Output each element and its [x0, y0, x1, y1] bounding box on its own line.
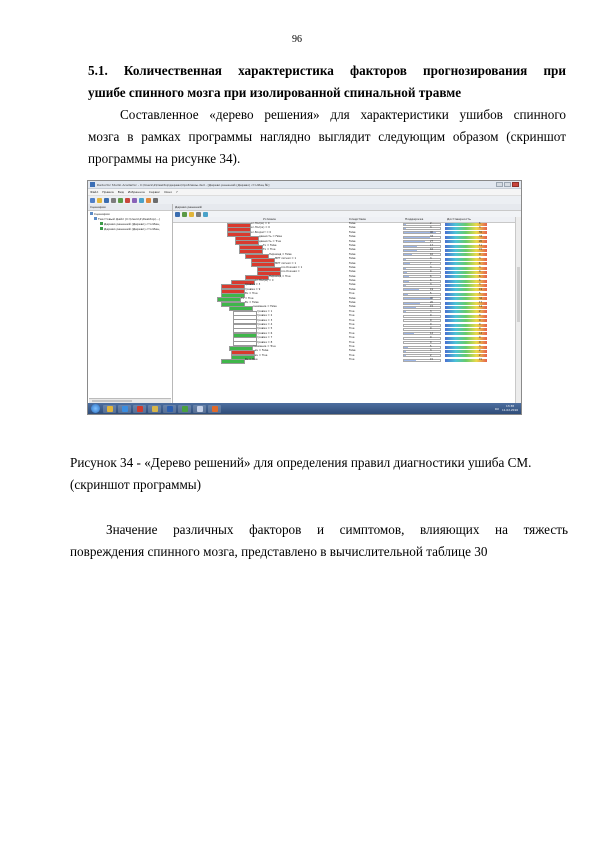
- node-prediction: False: [349, 243, 356, 247]
- menu-file: Файл: [90, 190, 99, 194]
- taskbar-app: [148, 405, 161, 413]
- program-screenshot: [87, 180, 522, 415]
- node-prediction: False: [349, 257, 356, 261]
- support-value: 19: [430, 287, 434, 291]
- node-condition: Тк = False: [263, 243, 277, 247]
- node-condition: МРТ сигнал = 1: [275, 257, 297, 261]
- node-condition: травма = 9: [245, 287, 261, 291]
- section-heading-line-1: 5.1. Количественная характеристика факторов прогнозирования при: [88, 63, 566, 78]
- support-value: 5: [430, 344, 432, 348]
- node-prediction: False: [349, 226, 356, 230]
- support-fill: [404, 360, 416, 361]
- support-value: 2: [430, 222, 432, 225]
- support-value: 7: [430, 261, 432, 265]
- confidence-value: 6: [479, 261, 481, 265]
- scenario-item: Дерево решений (Дерево) столбец: [88, 221, 172, 226]
- confidence-value: 6: [479, 274, 481, 278]
- support-fill: [404, 246, 417, 247]
- confidence-value: 6: [479, 279, 481, 283]
- maximize-icon: [504, 182, 511, 187]
- support-fill: [404, 303, 420, 304]
- column-predict: Следствие: [349, 217, 366, 221]
- support-bar: [403, 359, 441, 362]
- confidence-value: 3: [479, 344, 481, 348]
- support-fill: [404, 241, 425, 242]
- confidence-value: 4: [479, 270, 481, 274]
- support-fill: [404, 237, 430, 238]
- confidence-value: 3: [479, 283, 481, 287]
- support-fill: [404, 250, 417, 251]
- node-condition: соз.Кожная =: [281, 270, 300, 274]
- support-bar: [403, 302, 441, 305]
- node-prediction: True: [349, 292, 355, 296]
- confidence-value: 0: [479, 327, 481, 331]
- support-bar: [403, 306, 441, 309]
- support-value: 3: [430, 349, 432, 353]
- node-prediction: True: [349, 331, 355, 335]
- support-bar: [403, 258, 441, 261]
- chart-icon: [146, 198, 151, 203]
- sort-icon: [196, 212, 201, 217]
- support-bar: [403, 253, 441, 256]
- support-value: 3: [430, 226, 432, 230]
- node-condition: травма = 1: [257, 309, 273, 313]
- menu-favorites: Избранное: [127, 190, 145, 194]
- node-prediction: False: [349, 283, 356, 287]
- node-prediction: False: [349, 301, 356, 305]
- intro-paragraph-line-1: Составленное «дерево решения» для характеристики ушибов спинного: [120, 107, 566, 122]
- support-fill: [404, 333, 414, 334]
- node-condition: кс.Возраст = 0: [251, 230, 272, 234]
- closing-paragraph-line-2: повреждения спинного мозга, представлено в вычислительной таблице 30: [70, 544, 488, 559]
- support-bar: [403, 332, 441, 335]
- confidence-value: 19: [479, 287, 483, 291]
- node-condition: онемение = True: [253, 344, 276, 348]
- support-fill: [404, 281, 409, 282]
- confidence-value: 3: [479, 257, 481, 261]
- confidence-value: 0: [479, 314, 481, 318]
- tree-rows: [173, 222, 515, 363]
- decision-tree-pane-title: Дерево решений: [173, 204, 521, 211]
- text-file-icon: [94, 217, 97, 220]
- open-icon: [97, 198, 102, 203]
- confidence-value: 6: [479, 222, 481, 225]
- deductor-icon: [197, 406, 203, 412]
- support-bar: [403, 262, 441, 265]
- node-prediction: False: [349, 222, 356, 225]
- figure-caption-line-2: (скриншот программы): [70, 477, 202, 492]
- support-bar: [403, 297, 441, 300]
- run-icon: [118, 198, 123, 203]
- node-prediction: True: [349, 314, 355, 318]
- support-bar: [403, 267, 441, 270]
- node-condition: Вч = True: [245, 292, 258, 296]
- support-value: 15: [430, 305, 434, 309]
- confidence-value: 20: [479, 239, 483, 243]
- node-prediction: False: [349, 248, 356, 252]
- support-bar: [403, 231, 441, 234]
- scenarios-pane: [88, 204, 173, 403]
- node-prediction: True: [349, 309, 355, 313]
- node-prediction: False: [349, 296, 356, 300]
- support-bar: [403, 245, 441, 248]
- expand-icon: [182, 212, 187, 217]
- system-tray: [495, 405, 521, 412]
- node-prediction: False: [349, 252, 356, 256]
- decision-tree-pane: [173, 204, 521, 403]
- node-condition: травма = 4: [257, 322, 273, 326]
- support-fill: [404, 347, 408, 348]
- support-bar: [403, 271, 441, 274]
- support-value: 33: [430, 235, 434, 239]
- confidence-value: 3: [479, 226, 481, 230]
- confidence-value: 11: [479, 243, 483, 247]
- settings-icon: [153, 198, 158, 203]
- tree-icon: [100, 227, 103, 230]
- support-fill: [404, 228, 406, 229]
- menu-service: Сервис: [148, 190, 161, 194]
- support-value: 3: [430, 309, 432, 313]
- node-condition: давность = True: [259, 239, 281, 243]
- confidence-value: 2: [479, 349, 481, 353]
- support-bar: [403, 236, 441, 239]
- taskbar-app: [193, 405, 206, 413]
- intro-paragraph-line-2: мозга в рамках программы наглядно выглядит следующим образом (скриншот: [88, 129, 566, 144]
- menu-help: ?: [176, 190, 178, 194]
- language-indicator: RU: [494, 406, 499, 411]
- support-value: 0: [430, 336, 432, 340]
- folder-icon: [152, 406, 158, 412]
- support-fill: [404, 311, 406, 312]
- new-icon: [90, 198, 95, 203]
- support-value: 17: [430, 243, 434, 247]
- app-icon: [90, 182, 95, 187]
- support-fill: [404, 307, 416, 308]
- explorer-icon: [107, 406, 113, 412]
- workspace: [88, 204, 521, 403]
- confidence-value: 12: [479, 331, 483, 335]
- support-bar: [403, 223, 441, 226]
- node-condition: травма = 8: [257, 340, 273, 344]
- node-condition: вч = False: [255, 349, 269, 353]
- node-condition: Тк = True: [241, 296, 254, 300]
- menu-edit: Правка: [102, 190, 114, 194]
- windows-taskbar: [88, 403, 521, 414]
- menu-window: Окно: [164, 190, 173, 194]
- support-bar: [403, 249, 441, 252]
- figure-caption: [70, 452, 570, 496]
- support-fill: [404, 289, 419, 290]
- node-condition: соз.Кожная = 1: [281, 265, 303, 269]
- excel-icon: [182, 406, 188, 412]
- confidence-value: 15: [479, 248, 483, 252]
- closing-paragraph: [70, 519, 568, 563]
- node-condition: травма = 5: [257, 327, 273, 331]
- node-condition: травма = 3: [257, 318, 273, 322]
- node-condition: МРТ сигнал = 1: [275, 261, 297, 265]
- node-prediction: True: [349, 353, 355, 357]
- support-fill: [404, 224, 406, 225]
- support-bar: [403, 328, 441, 331]
- figure-caption-line-1: Рисунок 34 - «Дерево решений» для определения правил диагностики ушиба СМ.: [70, 455, 532, 470]
- node-rule-bar: [221, 359, 245, 364]
- node-prediction: False: [349, 261, 356, 265]
- support-value: 4: [430, 270, 432, 274]
- node-prediction: False: [349, 274, 356, 278]
- column-support: Поддержка: [405, 217, 424, 221]
- confidence-value: 0: [479, 340, 481, 344]
- node-prediction: False: [349, 235, 356, 239]
- node-condition: травма = 2: [257, 314, 273, 318]
- node-prediction: False: [349, 305, 356, 309]
- support-fill: [404, 294, 408, 295]
- node-prediction: False: [349, 279, 356, 283]
- support-value: 5: [430, 292, 432, 296]
- node-prediction: True: [349, 344, 355, 348]
- scenario-item: Дерево решений (Дерево) столбец: [88, 226, 172, 231]
- support-fill: [404, 272, 407, 273]
- support-bar: [403, 288, 441, 291]
- confidence-value: 2: [479, 309, 481, 313]
- confidence-value: 3: [479, 265, 481, 269]
- support-bar: [403, 310, 441, 313]
- support-fill: [404, 285, 406, 286]
- support-bar: [403, 227, 441, 230]
- support-value: 6: [430, 279, 432, 283]
- confidence-value: 55: [479, 230, 483, 234]
- node-condition: кс.Пол(м) = С: [255, 279, 274, 283]
- node-prediction: True: [349, 318, 355, 322]
- support-value: 2: [430, 353, 432, 357]
- table-icon: [139, 198, 144, 203]
- node-prediction: False: [349, 287, 356, 291]
- intro-paragraph: [88, 104, 566, 170]
- taskbar-app: [163, 405, 176, 413]
- support-value: 16: [430, 248, 434, 252]
- support-bar: [403, 293, 441, 296]
- support-fill: [404, 259, 406, 260]
- taskbar-app: [178, 405, 191, 413]
- confidence-value: 33: [479, 235, 483, 239]
- support-bar: [403, 315, 441, 318]
- cut-icon: [111, 198, 116, 203]
- window-title: Deductor Studio Academic - C:\Users\1\Desktop\дерево\проблемы.ded - [Дерево решений (Дерево) столбец №]: [97, 182, 270, 187]
- node-prediction: False: [349, 349, 356, 353]
- clock: 13:38 11.02.2016: [501, 404, 518, 412]
- confidence-value: 0: [479, 322, 481, 326]
- confidence-value: 2: [479, 353, 481, 357]
- node-condition: онемение = False: [253, 305, 277, 309]
- export-icon: [203, 212, 208, 217]
- confidence-value: 0: [479, 336, 481, 340]
- tree-icon: [100, 222, 103, 225]
- support-value: 40: [430, 230, 434, 234]
- node-condition: Тк = True: [263, 248, 276, 252]
- minimize-icon: [496, 182, 503, 187]
- section-heading: [88, 60, 566, 104]
- page-number: 96: [292, 34, 302, 45]
- menu-bar: [88, 189, 521, 196]
- wizard-icon: [132, 198, 137, 203]
- media-icon: [122, 406, 128, 412]
- start-button: [91, 404, 100, 413]
- support-value: 6: [430, 274, 432, 278]
- support-value: 10: [430, 252, 434, 256]
- support-value: 12: [430, 331, 434, 335]
- support-value: 0: [430, 340, 432, 344]
- support-value: 15: [430, 358, 434, 362]
- stop-icon: [125, 198, 130, 203]
- window-titlebar: [88, 181, 521, 189]
- support-fill: [404, 351, 406, 352]
- support-fill: [404, 254, 412, 255]
- scenario-root: Сценарии: [88, 211, 172, 216]
- section-heading-line-2: ушибе спинного мозга при изолированной спинальной травме: [88, 85, 462, 100]
- node-condition: Вч = False: [245, 301, 259, 305]
- confidence-value: 14: [479, 305, 483, 309]
- support-value: 20: [430, 301, 434, 305]
- confidence-value: 5: [479, 292, 481, 296]
- node-condition: Пирамид = False: [269, 252, 292, 256]
- taskbar-app: [133, 405, 146, 413]
- node-prediction: True: [349, 358, 355, 362]
- node-condition: вч = True: [255, 353, 268, 357]
- support-bar: [403, 240, 441, 243]
- node-condition: давность = False: [259, 235, 282, 239]
- support-value: 0: [430, 322, 432, 326]
- support-bar: [403, 284, 441, 287]
- taskbar-app: [118, 405, 131, 413]
- node-condition: травма = 6: [257, 331, 273, 335]
- support-bar: [403, 280, 441, 283]
- support-fill: [404, 263, 410, 264]
- word-icon: [167, 406, 173, 412]
- support-fill: [404, 355, 406, 356]
- confidence-value: 32: [479, 296, 483, 300]
- support-bar: [403, 341, 441, 344]
- confidence-value: 15: [479, 358, 483, 362]
- support-value: 35: [430, 296, 434, 300]
- support-bar: [403, 354, 441, 357]
- node-condition: Вч = True: [245, 358, 258, 362]
- support-bar: [403, 346, 441, 349]
- node-prediction: False: [349, 230, 356, 234]
- column-node: Условие: [263, 217, 276, 221]
- support-bar: [403, 319, 441, 322]
- node-condition: кс.Пол(ж) = 0: [251, 226, 270, 230]
- node-prediction: False: [349, 265, 356, 269]
- close-icon: [512, 182, 519, 187]
- window-controls: [496, 182, 519, 187]
- vertical-scrollbar: [515, 217, 521, 403]
- confidence-value: 0: [479, 318, 481, 322]
- support-bar: [403, 350, 441, 353]
- support-value: 3: [430, 265, 432, 269]
- node-prediction: True: [349, 340, 355, 344]
- confidence-value: 17: [479, 301, 483, 305]
- node-condition: травма = 3: [245, 283, 261, 287]
- closing-paragraph-line-1: Значение различных факторов и симптомов, влияющих на тяжесть: [106, 522, 568, 537]
- tree-node-row: [173, 358, 515, 362]
- filter-icon: [189, 212, 194, 217]
- taskbar-app: [103, 405, 116, 413]
- menu-view: Вид: [117, 190, 124, 194]
- node-condition: травма = 7: [257, 336, 273, 340]
- support-bar: [403, 275, 441, 278]
- save-icon: [104, 198, 109, 203]
- node-prediction: False: [349, 239, 356, 243]
- support-fill: [404, 268, 406, 269]
- confidence-value: 9: [479, 252, 481, 256]
- intro-paragraph-line-3: программы на рисунке 34).: [88, 151, 241, 166]
- support-bar: [403, 337, 441, 340]
- support-fill: [404, 298, 432, 299]
- scenarios-pane-title: Сценарии: [88, 204, 172, 211]
- opera-icon: [137, 406, 143, 412]
- node-condition: Пирамид = True: [269, 274, 291, 278]
- node-prediction: False: [349, 270, 356, 274]
- paint-icon: [212, 406, 218, 412]
- support-value: 0: [430, 314, 432, 318]
- support-value: 3: [430, 257, 432, 261]
- node-prediction: True: [349, 336, 355, 340]
- view-icon: [175, 212, 180, 217]
- support-value: 0: [430, 327, 432, 331]
- scenario-item: Текстовый файл (C:\Users\1\Desktop\...): [88, 216, 172, 221]
- support-value: 0: [430, 318, 432, 322]
- taskbar-app: [208, 405, 221, 413]
- support-bar: [403, 324, 441, 327]
- support-value: 27: [430, 239, 434, 243]
- node-prediction: True: [349, 327, 355, 331]
- node-condition: кс.Пол(м) = 0: [251, 222, 270, 225]
- column-confidence: Достоверность: [447, 217, 471, 221]
- support-value: 3: [430, 283, 432, 287]
- support-fill: [404, 276, 409, 277]
- folder-icon: [90, 212, 93, 215]
- node-prediction: True: [349, 322, 355, 326]
